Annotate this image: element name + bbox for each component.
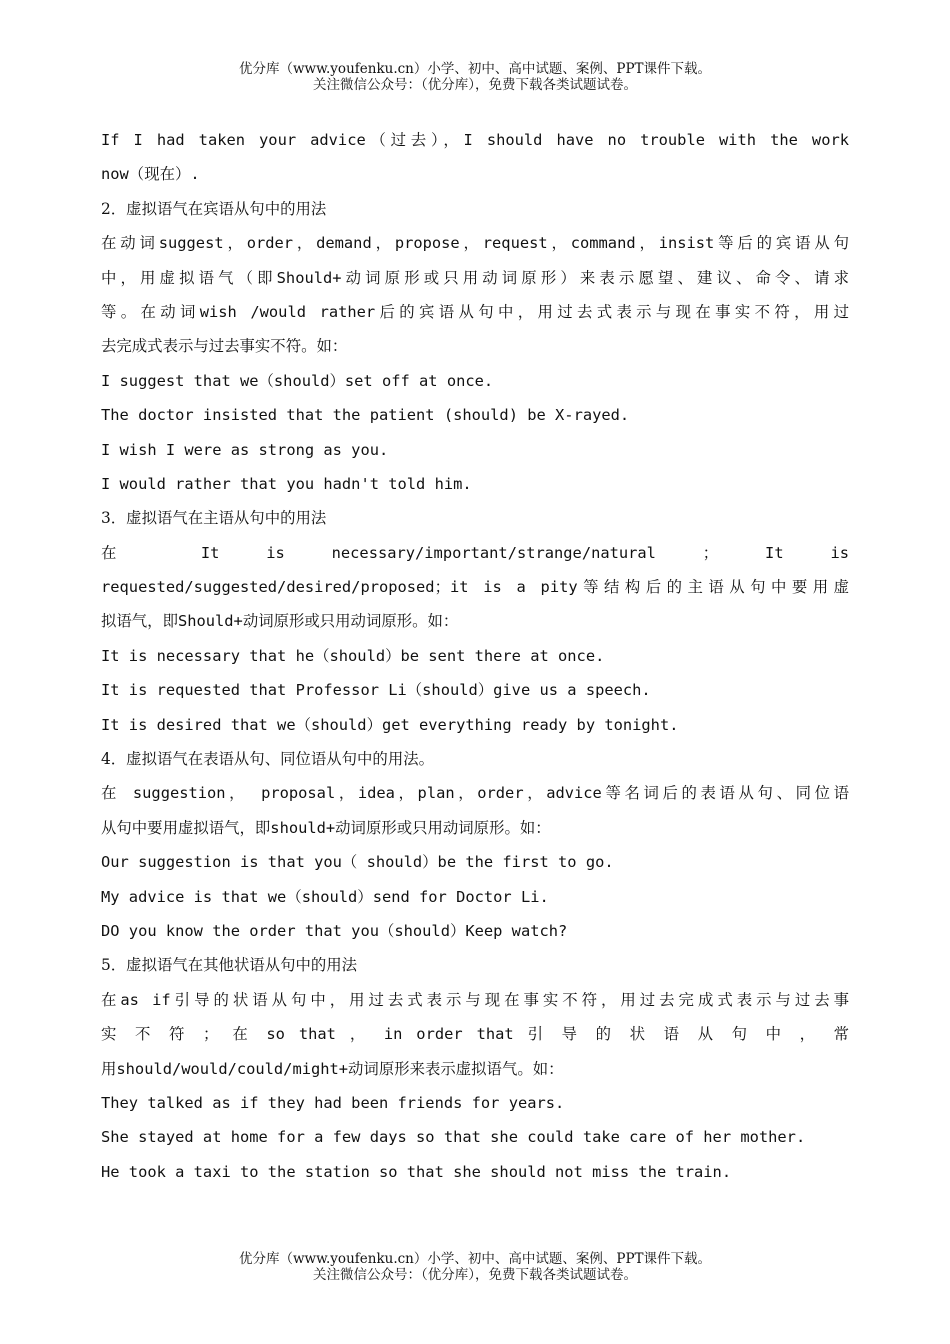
example-line: I would rather that you hadn't told him. — [101, 474, 472, 493]
example-line: The doctor insisted that the patient (should) be X-rayed. — [101, 406, 630, 425]
header-line-1: 优分库（www.youfenku.cn）小学、初中、高中试题、案例、PPT课件下载。 — [238, 61, 712, 77]
text-line: 用should/would/could/might+动词原形来表示虚拟语气。如： — [101, 1059, 564, 1078]
page-footer — [0, 1251, 950, 1283]
section-heading: 2．虚拟语气在宾语从句中的用法 — [101, 199, 327, 218]
section-heading: 4．虚拟语气在表语从句、同位语从句中的用法。 — [101, 750, 434, 769]
section-heading: 5．虚拟语气在其他状语从句中的用法 — [101, 956, 358, 975]
text-line: 在 suggestion， proposal，idea，plan，order，advice等名词后的表语从句、同位语 — [101, 784, 849, 803]
example-line: I wish I were as strong as you. — [101, 440, 389, 459]
example-line: Our suggestion is that you（ should）be the first to go. — [101, 853, 614, 872]
text-line: now（现在）. — [101, 165, 200, 184]
text-line: 中，用虚拟语气（即Should+动词原形或只用动词原形）来表示愿望、建议、命令、请求 — [101, 268, 849, 287]
text-line: requested/suggested/desired/proposed；it is a pity等结构后的主语从句中要用虚 — [101, 578, 849, 597]
text-line: 等。在动词wish /would rather后的宾语从句中，用过去式表示与现在事实不符，用过 — [101, 302, 849, 321]
document-body — [101, 123, 849, 1189]
example-line: My advice is that we（should）send for Doctor Li. — [101, 887, 549, 906]
text-line: 拟语气，即Should+动词原形或只用动词原形。如： — [101, 612, 459, 631]
header-line-2: 关注微信公众号：（优分库），免费下载各类试题试卷。 — [313, 77, 637, 93]
example-line: I suggest that we（should）set off at once. — [101, 371, 494, 390]
text-line: If I had taken your advice（过去），I should have no trouble with the work — [101, 131, 849, 149]
text-line: 实 不 符 ； 在 so that ， in order that 引 导 的 状 语 从 句 中 ， 常 — [101, 1025, 849, 1044]
footer-line-2: 关注微信公众号：（优分库），免费下载各类试题试卷。 — [313, 1267, 637, 1283]
footer-line-1: 优分库（www.youfenku.cn）小学、初中、高中试题、案例、PPT课件下载。 — [238, 1251, 712, 1267]
example-line: It is requested that Professor Li（should）give us a speech. — [101, 681, 651, 700]
text-line: 在 It is necessary/important/strange/natural ； It is — [101, 543, 849, 562]
example-line: She stayed at home for a few days so that she could take care of her mother. — [101, 1128, 806, 1147]
section-heading: 3．虚拟语气在主语从句中的用法 — [101, 509, 327, 528]
example-line: It is necessary that he（should）be sent there at once. — [101, 646, 605, 665]
text-line: 在动词suggest，order，demand，propose，request，command，insist等后的宾语从句 — [101, 234, 849, 253]
text-line: 在as if引导的状语从句中，用过去式表示与现在事实不符，用过去完成式表示与过去事 — [101, 990, 849, 1009]
example-line: He took a taxi to the station so that she should not miss the train. — [101, 1162, 732, 1181]
example-line: DO you know the order that you（should）Keep watch? — [101, 921, 568, 940]
text-line: 从句中要用虚拟语气，即should+动词原形或只用动词原形。如： — [101, 818, 551, 837]
page-header — [0, 61, 950, 93]
text-line: 去完成式表示与过去事实不符。如： — [101, 337, 348, 356]
example-line: It is desired that we（should）get everything ready by tonight. — [101, 715, 679, 734]
example-line: They talked as if they had been friends for years. — [101, 1093, 565, 1112]
